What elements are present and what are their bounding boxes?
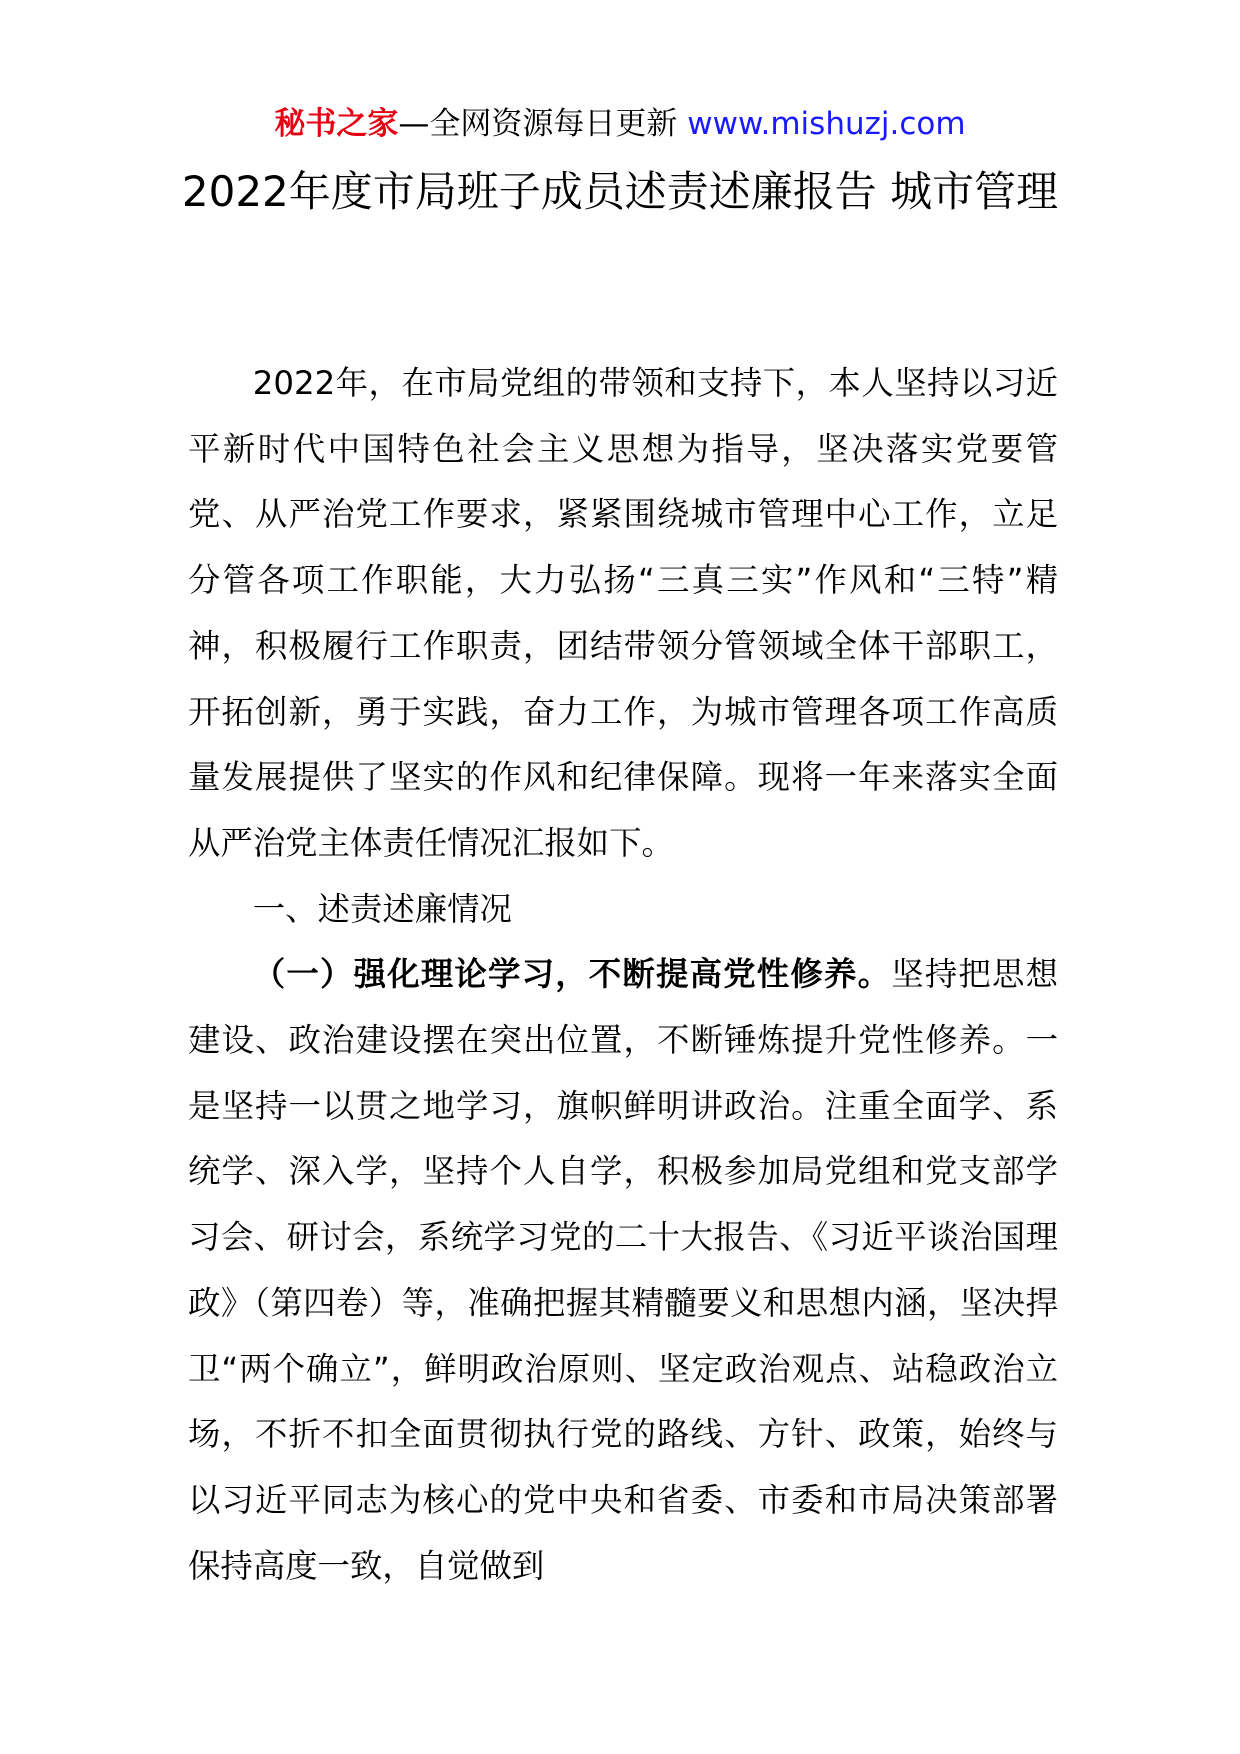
site-header <box>0 98 1240 150</box>
subsection-paragraph-text: 坚持把思想建设、政治建设摆在突出位置，不断锤炼提升党性修养。一是坚持一以贯之地学习，旗帜鲜明讲政治。注重全面学、系统学、深入学，坚持个人自学，积极参加局党组和党支部学习会、研讨会，系统学习党的二十大报告、《习近平谈治国理政》（第四卷）等，准确把握其精髓要义和思想内涵，坚决捍卫“两个确立”，鲜明政治原则、坚定政治观点、站稳政治立场，不折不扣全面贯彻执行党的路线、方针、政策，始终与以习近平同志为核心的党中央和省委、市委和市局决策部署保持高度一致，自觉做到 <box>188 955 1059 1585</box>
document-title: 2022年度市局班子成员述责述廉报告 城市管理 <box>181 167 1059 216</box>
site-name: 秘书之家 <box>274 106 399 142</box>
section-heading <box>188 877 1058 943</box>
intro-paragraph <box>188 351 1058 877</box>
document-body <box>188 351 1058 1599</box>
section-heading-text: 一、述责述廉情况 <box>252 889 512 928</box>
subsection-paragraph <box>188 942 1058 1599</box>
site-tagline: —全网资源每日更新 <box>398 106 688 142</box>
subsection-heading: （一）强化理论学习，不断提高党性修养。 <box>252 955 892 994</box>
site-url-link[interactable]: www.mishuzj.com <box>687 106 966 142</box>
intro-paragraph-text: 2022年，在市局党组的带领和支持下，本人坚持以习近平新时代中国特色社会主义思想为指导，坚决落实党要管党、从严治党工作要求，紧紧围绕城市管理中心工作，立足分管各项工作职能，大力弘扬“三真三实”作风和“三特”精神，积极履行工作职责，团结带领分管领域全体干部职工，开拓创新，勇于实践，奋力工作，为城市管理各项工作高质量发展提供了坚实的作风和纪律保障。现将一年来落实全面从严治党主体责任情况汇报如下。 <box>188 364 1058 862</box>
